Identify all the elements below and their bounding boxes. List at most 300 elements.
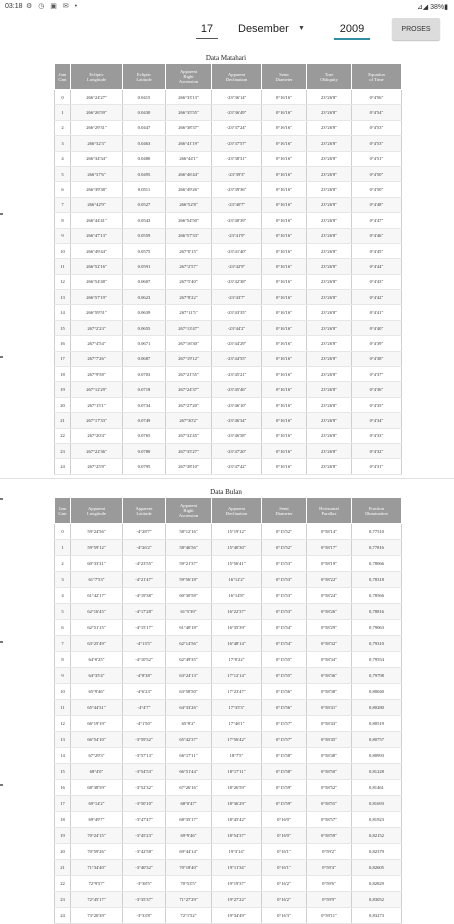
table-cell: -3°45'23": [123, 828, 166, 844]
table-cell: 72°9'57": [71, 876, 123, 892]
table-cell: 0.0639: [123, 305, 166, 320]
table-row: [55, 197, 402, 212]
table-cell: -3°40'32": [123, 860, 166, 876]
table-cell: 17°23'47": [212, 684, 262, 700]
table-cell: 0.0591: [123, 259, 166, 274]
table-cell: -23°42'9": [212, 259, 262, 274]
table-cell: 0,82152: [352, 828, 402, 844]
table-cell: 23°26'8": [307, 105, 352, 120]
table-cell: 68°0'47": [166, 796, 212, 812]
table-cell: 61°7'53": [71, 572, 123, 588]
table-cell: -23°36'49": [212, 105, 262, 120]
table-cell: -3°33'8": [123, 908, 166, 924]
table-cell: 22: [55, 876, 71, 892]
table-row: [55, 540, 402, 556]
table-cell: -23°47'20": [212, 443, 262, 458]
date-controls: [0, 14, 454, 44]
table-cell: 5: [55, 604, 71, 620]
table-cell: -23°46'34": [212, 413, 262, 428]
table-cell: 0,81228: [352, 764, 402, 780]
table-cell: 0°15'56": [262, 684, 307, 700]
table-cell: 0,79310: [352, 636, 402, 652]
column-header: True Obliquity: [307, 64, 352, 90]
table-cell: 0°59'6": [307, 876, 352, 892]
edge-markers: [0, 0, 6, 900]
table-cell: 17: [55, 351, 71, 366]
table-cell: -4°17'28": [123, 604, 166, 620]
table-cell: 0°15'58": [262, 748, 307, 764]
table-cell: 20: [55, 397, 71, 412]
table-cell: 0°4'53": [352, 120, 402, 135]
table-cell: 0,78566: [352, 588, 402, 604]
table-cell: 18°54'37": [212, 828, 262, 844]
table-cell: 0°58'17": [307, 540, 352, 556]
table-cell: 23°26'8": [307, 274, 352, 289]
table-cell: 16: [55, 780, 71, 796]
table-cell: 0°16'16": [262, 305, 307, 320]
table-cell: 0,81461: [352, 780, 402, 796]
edge-mark: [0, 784, 3, 786]
table-cell: 266°42'9": [71, 197, 123, 212]
table-cell: 15°40'30": [212, 540, 262, 556]
column-header: Apparent Right Ascension: [166, 498, 212, 524]
table-cell: -23°42'38": [212, 274, 262, 289]
table-cell: -23°37'57": [212, 136, 262, 151]
table-cell: 15: [55, 320, 71, 335]
table-cell: 69°44'14": [166, 844, 212, 860]
column-header: Jam Gmt: [55, 64, 71, 90]
moon-data-table: [54, 497, 402, 924]
table-cell: 267°7'26": [71, 351, 123, 366]
table-cell: 62°14'56": [166, 636, 212, 652]
table-cell: 2: [55, 120, 71, 135]
table-cell: 4: [55, 151, 71, 166]
table-row: [55, 459, 402, 474]
table-cell: -23°46'58": [212, 428, 262, 443]
dropdown-caret-icon[interactable]: ▼: [298, 24, 305, 32]
table-cell: 9: [55, 228, 71, 243]
table-cell: 6: [55, 182, 71, 197]
notification-icons: ⚙ ◷ ▣ ✉ •: [26, 3, 80, 10]
table-cell: 18°45'42": [212, 812, 262, 828]
table-cell: 0.0765: [123, 428, 166, 443]
table-cell: 65°8'2": [166, 716, 212, 732]
table-cell: 66°17'11": [166, 748, 212, 764]
table-cell: 0°4'39": [352, 336, 402, 351]
table-cell: -4°8'38": [123, 668, 166, 684]
table-cell: 19°3'14": [212, 844, 262, 860]
table-cell: 63°58'50": [166, 684, 212, 700]
table-cell: 0,82379: [352, 844, 402, 860]
table-cell: 72°1'52": [166, 908, 212, 924]
proses-button[interactable]: PROSES: [392, 18, 440, 40]
table-cell: 16°35'39": [212, 620, 262, 636]
table-cell: 266°44'1": [166, 151, 212, 166]
table-row: [55, 524, 402, 540]
table-row: [55, 413, 402, 428]
column-header: Ecliptic Latitude: [123, 64, 166, 90]
table-cell: 267°32'45": [166, 428, 212, 443]
table-cell: 13: [55, 290, 71, 305]
sun-table-header: [55, 64, 402, 90]
table-cell: 0.0447: [123, 120, 166, 135]
table-cell: 267°5'40": [166, 274, 212, 289]
table-cell: 0°58'29": [307, 620, 352, 636]
table-cell: 0°58'36": [307, 668, 352, 684]
table-cell: -4°4'7": [123, 700, 166, 716]
table-cell: 69°14'2": [71, 796, 123, 812]
table-row: [55, 684, 402, 700]
table-cell: -3°47'47": [123, 812, 166, 828]
table-cell: 0°4'53": [352, 136, 402, 151]
table-cell: 0,78318: [352, 572, 402, 588]
table-row: [55, 228, 402, 243]
table-cell: 0°4'35": [352, 397, 402, 412]
column-header: Fraction Illumination: [352, 498, 402, 524]
table-cell: 0°4'36": [352, 382, 402, 397]
table-cell: 266°54'50": [166, 213, 212, 228]
table-row: [55, 764, 402, 780]
table-cell: 68°35'17": [166, 812, 212, 828]
table-cell: 64°33'26": [166, 700, 212, 716]
table-cell: 71°27'29": [166, 892, 212, 908]
table-cell: 266°49'26": [166, 182, 212, 197]
table-cell: 60°30'58": [166, 588, 212, 604]
table-cell: 0°16'16": [262, 443, 307, 458]
table-row: [55, 588, 402, 604]
table-cell: 267°35'27": [166, 443, 212, 458]
table-cell: 266°29'31": [71, 120, 123, 135]
table-cell: 0°58'50": [307, 764, 352, 780]
table-cell: -23°36'14": [212, 90, 262, 105]
table-cell: 267°19'12": [166, 351, 212, 366]
column-header: Ecliptic Longitude: [71, 64, 123, 90]
table-row: [55, 604, 402, 620]
status-bar: [0, 0, 454, 14]
table-cell: 0.0463: [123, 136, 166, 151]
table-cell: 0°15'53": [262, 556, 307, 572]
table-cell: -23°38'31": [212, 151, 262, 166]
table-cell: 266°47'13": [71, 228, 123, 243]
table-cell: -4°28'7": [123, 524, 166, 540]
table-row: [55, 382, 402, 397]
table-cell: -23°44'55": [212, 351, 262, 366]
table-cell: 0°4'50": [352, 166, 402, 181]
table-cell: 0°58'52": [307, 780, 352, 796]
table-cell: 0°58'34": [307, 652, 352, 668]
table-cell: 0,77510: [352, 524, 402, 540]
table-row: [55, 668, 402, 684]
table-cell: -23°41'9": [212, 228, 262, 243]
table-cell: 18°26'59": [212, 780, 262, 796]
table-cell: 266°57'33": [166, 228, 212, 243]
table-cell: -23°40'7": [212, 197, 262, 212]
table-cell: 0°16'0": [262, 828, 307, 844]
table-cell: 0,80280: [352, 700, 402, 716]
table-cell: 266°38'37": [166, 120, 212, 135]
year-input[interactable]: 2009: [339, 23, 365, 35]
table-cell: 0°16'16": [262, 90, 307, 105]
table-row: [55, 796, 402, 812]
table-cell: 0°15'56": [262, 700, 307, 716]
table-cell: 12: [55, 716, 71, 732]
table-cell: 0°16'16": [262, 166, 307, 181]
table-cell: 0°16'16": [262, 259, 307, 274]
table-cell: 0°59'4": [307, 860, 352, 876]
table-cell: 0.0703: [123, 367, 166, 382]
table-cell: 0°16'16": [262, 367, 307, 382]
day-input[interactable]: 17: [200, 23, 214, 35]
table-cell: 0°15'53": [262, 572, 307, 588]
table-cell: 64°35'4": [71, 668, 123, 684]
table-cell: 19°34'49": [212, 908, 262, 924]
table-row: [55, 716, 402, 732]
table-cell: -3°57'13": [123, 748, 166, 764]
table-cell: 73°20'39": [71, 908, 123, 924]
table-cell: 0°15'54": [262, 620, 307, 636]
table-cell: 0°16'16": [262, 213, 307, 228]
table-cell: 0°16'16": [262, 336, 307, 351]
table-cell: 0°15'53": [262, 604, 307, 620]
table-cell: 65°44'31": [71, 700, 123, 716]
table-cell: 0°16'16": [262, 382, 307, 397]
table-cell: 0°15'58": [262, 764, 307, 780]
table-cell: 0°58'57": [307, 812, 352, 828]
table-cell: 0°15'53": [262, 588, 307, 604]
table-cell: 0°16'16": [262, 413, 307, 428]
table-cell: 17°0'22": [212, 652, 262, 668]
table-cell: 266°59'51": [71, 305, 123, 320]
table-cell: 0,82829: [352, 876, 402, 892]
column-header: Equation of Time: [352, 64, 402, 90]
table-cell: 59°24'56": [71, 524, 123, 540]
table-cell: 16°12'2": [212, 572, 262, 588]
table-cell: 267°2'57": [166, 259, 212, 274]
table-cell: 17°12'14": [212, 668, 262, 684]
column-header: Apparent Declination: [212, 64, 262, 90]
table-cell: 0°4'48": [352, 197, 402, 212]
table-cell: 0°4'50": [352, 182, 402, 197]
table-cell: 0°16'16": [262, 136, 307, 151]
table-cell: 70°59'26": [71, 844, 123, 860]
table-cell: 267°38'10": [166, 459, 212, 474]
table-cell: 18: [55, 367, 71, 382]
table-cell: 0°59'9": [307, 892, 352, 908]
table-cell: 7: [55, 636, 71, 652]
table-cell: 267°25'8": [71, 459, 123, 474]
table-row: [55, 136, 402, 151]
table-cell: 0: [55, 524, 71, 540]
table-cell: 0,77816: [352, 540, 402, 556]
table-cell: -3°59'32": [123, 732, 166, 748]
table-cell: 17: [55, 796, 71, 812]
column-header: Apparent Right Ascension: [166, 64, 212, 90]
status-time: 03:18: [5, 3, 23, 10]
year-input-underline: [334, 38, 370, 40]
table-cell: 0.0734: [123, 397, 166, 412]
table-cell: 0°58'55": [307, 796, 352, 812]
table-cell: 266°35'55": [166, 105, 212, 120]
table-cell: 0°15'54": [262, 636, 307, 652]
table-cell: 66°51'44": [166, 764, 212, 780]
table-cell: -3°54'53": [123, 764, 166, 780]
sun-table-body: [55, 90, 402, 475]
table-row: [55, 182, 402, 197]
table-cell: 267°11'5": [166, 305, 212, 320]
table-cell: 1: [55, 540, 71, 556]
table-cell: 0.0607: [123, 274, 166, 289]
table-cell: -23°45'46": [212, 382, 262, 397]
table-row: [55, 213, 402, 228]
table-cell: 0°16'1": [262, 844, 307, 860]
table-cell: 267°12'29": [71, 382, 123, 397]
table-cell: 10: [55, 243, 71, 258]
table-cell: 266°24'27": [71, 90, 123, 105]
table-cell: 0°16'0": [262, 812, 307, 828]
table-cell: 23°26'8": [307, 182, 352, 197]
column-header: Jam Gmt: [55, 498, 71, 524]
table-cell: 0.0718: [123, 382, 166, 397]
table-cell: 59°56'18": [166, 572, 212, 588]
table-cell: 65°9'46": [71, 684, 123, 700]
table-cell: 0°16'16": [262, 397, 307, 412]
table-cell: 5: [55, 166, 71, 181]
table-cell: 0.0430: [123, 105, 166, 120]
column-header: Semi Diameter: [262, 64, 307, 90]
table-cell: 0.0511: [123, 182, 166, 197]
table-cell: -3°38'5": [123, 876, 166, 892]
table-cell: 59°21'37": [166, 556, 212, 572]
table-cell: -4°15'17": [123, 620, 166, 636]
table-cell: 22: [55, 428, 71, 443]
table-cell: 18°7'5": [212, 748, 262, 764]
table-cell: 266°37'6": [71, 166, 123, 181]
table-row: [55, 367, 402, 382]
table-cell: 19°19'37": [212, 876, 262, 892]
table-cell: -4°13'5": [123, 636, 166, 652]
month-select[interactable]: Desember: [238, 23, 289, 35]
table-cell: 19°11'34": [212, 860, 262, 876]
table-cell: 266°52'16": [71, 259, 123, 274]
table-cell: 15°56'41": [212, 556, 262, 572]
table-cell: 4: [55, 588, 71, 604]
table-row: [55, 860, 402, 876]
table-cell: 0°16'16": [262, 320, 307, 335]
table-cell: 0°15'52": [262, 540, 307, 556]
table-cell: 266°34'34": [71, 151, 123, 166]
table-cell: 61°42'17": [71, 588, 123, 604]
table-cell: 17°35'3": [212, 700, 262, 716]
table-row: [55, 892, 402, 908]
table-cell: 8: [55, 213, 71, 228]
column-header: Apparent Latitude: [123, 498, 166, 524]
table-cell: 59°59'12": [71, 540, 123, 556]
table-cell: -23°43'35": [212, 305, 262, 320]
table-cell: 0.0480: [123, 151, 166, 166]
table-cell: 23°26'8": [307, 397, 352, 412]
table-cell: 0°58'14": [307, 524, 352, 540]
table-cell: 0.0495: [123, 166, 166, 181]
table-cell: 23°26'8": [307, 428, 352, 443]
table-cell: -23°44'2": [212, 320, 262, 335]
table-cell: 24: [55, 459, 71, 474]
table-cell: 0.0575: [123, 243, 166, 258]
table-cell: 266°57'19": [71, 290, 123, 305]
table-cell: 0°58'32": [307, 636, 352, 652]
table-cell: 23°26'8": [307, 259, 352, 274]
table-cell: 0°16'2": [262, 892, 307, 908]
table-cell: 23°26'8": [307, 336, 352, 351]
table-cell: 0°58'45": [307, 732, 352, 748]
table-cell: 14: [55, 305, 71, 320]
table-cell: 61°5'39": [166, 604, 212, 620]
moon-table-header: [55, 498, 402, 524]
table-row: [55, 105, 402, 120]
table-cell: 0,83273: [352, 908, 402, 924]
table-row: [55, 652, 402, 668]
table-cell: -4°1'50": [123, 716, 166, 732]
table-cell: 7: [55, 197, 71, 212]
table-cell: 24: [55, 908, 71, 924]
table-cell: 0°15'59": [262, 780, 307, 796]
column-header: Apparent Longitude: [71, 498, 123, 524]
table-cell: 0°16'16": [262, 459, 307, 474]
table-cell: 58°46'56": [166, 540, 212, 556]
table-row: [55, 305, 402, 320]
table-cell: -23°44'29": [212, 336, 262, 351]
table-cell: 2: [55, 556, 71, 572]
table-cell: 0°16'16": [262, 243, 307, 258]
table-cell: 0°15'59": [262, 796, 307, 812]
table-cell: 0,80757: [352, 732, 402, 748]
table-row: [55, 572, 402, 588]
table-cell: 23°26'8": [307, 243, 352, 258]
table-row: [55, 812, 402, 828]
table-row: [55, 336, 402, 351]
table-row: [55, 259, 402, 274]
table-cell: 0°58'41": [307, 700, 352, 716]
table-cell: 23°26'8": [307, 290, 352, 305]
table-cell: 0°59'2": [307, 844, 352, 860]
table-cell: -4°10'52": [123, 652, 166, 668]
table-cell: 0,81923: [352, 812, 402, 828]
table-cell: 18°36'29": [212, 796, 262, 812]
table-cell: 267°4'54": [71, 336, 123, 351]
table-cell: 0°16'16": [262, 274, 307, 289]
table-cell: 0°15'57": [262, 732, 307, 748]
table-cell: 0,82605: [352, 860, 402, 876]
table-cell: 0: [55, 90, 71, 105]
table-row: [55, 351, 402, 366]
table-row: [55, 428, 402, 443]
table-cell: -23°45'21": [212, 367, 262, 382]
sun-data-table: [54, 63, 402, 475]
table-cell: 0°4'37": [352, 367, 402, 382]
table-cell: 0°4'41": [352, 305, 402, 320]
table-cell: 0°16'16": [262, 105, 307, 120]
sun-table-title: Data Matahari: [205, 54, 247, 62]
table-cell: 266°54'48": [71, 274, 123, 289]
table-row: [55, 556, 402, 572]
table-cell: 68°38'59": [71, 780, 123, 796]
table-cell: -23°39'36": [212, 182, 262, 197]
table-cell: 0°4'42": [352, 290, 402, 305]
table-row: [55, 732, 402, 748]
table-cell: -23°39'3": [212, 166, 262, 181]
table-cell: 0°4'43": [352, 274, 402, 289]
table-row: [55, 828, 402, 844]
table-cell: 0°16'16": [262, 151, 307, 166]
